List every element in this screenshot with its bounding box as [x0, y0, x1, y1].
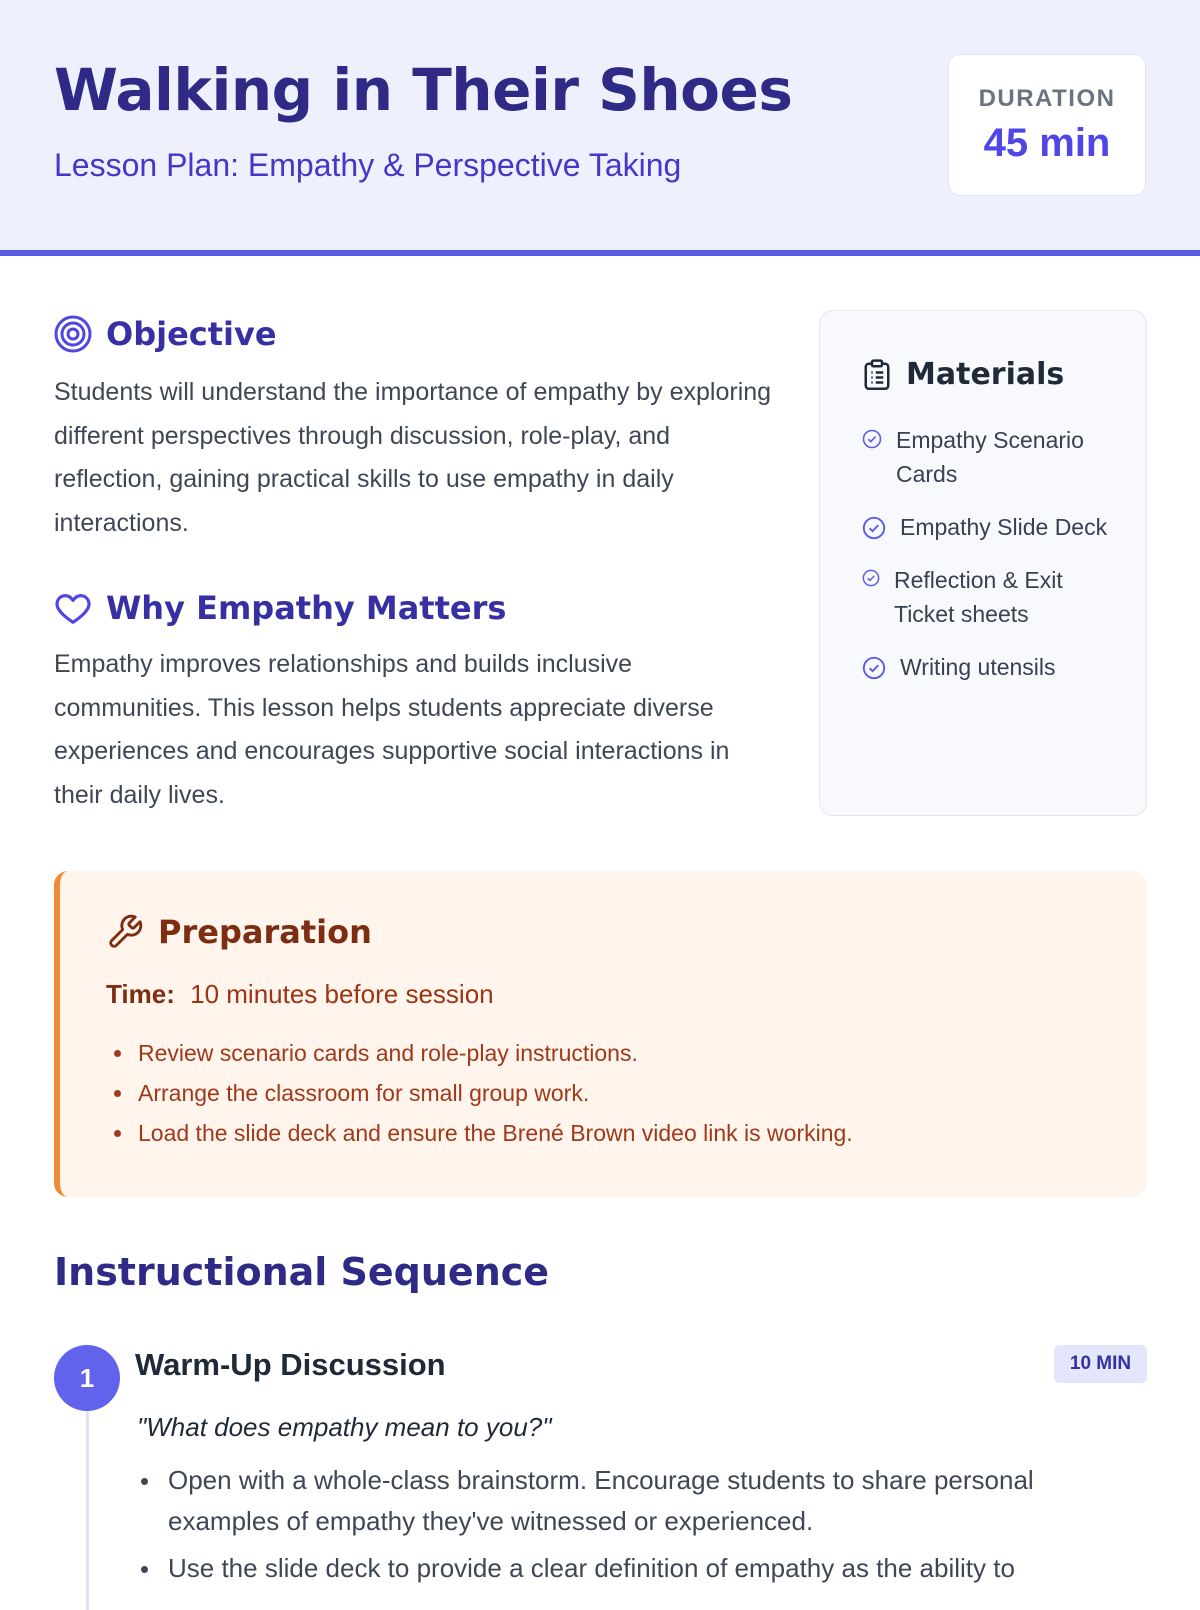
material-label: Writing utensils — [900, 654, 1056, 680]
list-item: Review scenario cards and role-play instructions. — [106, 1033, 853, 1073]
materials-heading — [862, 357, 1064, 392]
materials-heading-label: Materials — [906, 357, 1065, 392]
heart-icon — [54, 589, 92, 627]
materials-card — [819, 310, 1147, 816]
preparation-time-label: Time: — [106, 979, 175, 1009]
sequence-heading: Instructional Sequence — [54, 1250, 550, 1294]
list-item — [862, 650, 1122, 684]
material-label: Empathy Slide Deck — [900, 514, 1108, 540]
check-circle-icon — [862, 569, 880, 587]
lesson-header — [0, 0, 1200, 256]
page-title: Walking in Their Shoes — [54, 56, 793, 124]
duration-value: 45 min — [983, 121, 1111, 165]
material-label: Reflection & Exit Ticket sheets — [894, 567, 1063, 627]
timeline-line — [86, 1400, 89, 1610]
preparation-heading — [106, 913, 372, 951]
duration-label: DURATION — [978, 85, 1116, 112]
preparation-time — [106, 979, 494, 1010]
step-title: Warm-Up Discussion — [135, 1347, 446, 1382]
list-item — [862, 563, 1122, 631]
material-label: Empathy Scenario Cards — [896, 427, 1084, 487]
list-item — [862, 510, 1122, 544]
preparation-time-value: 10 minutes before session — [190, 979, 494, 1009]
why-heading-label: Why Empathy Matters — [106, 589, 507, 627]
objective-heading-label: Objective — [106, 315, 277, 353]
preparation-heading-label: Preparation — [158, 913, 372, 951]
check-circle-icon — [862, 516, 886, 540]
page-subtitle: Lesson Plan: Empathy & Perspective Taking — [54, 147, 682, 183]
list-item: Open with a whole-class brainstorm. Encourage students to share personal examples of empathy they've witnessed or experienced. — [137, 1460, 1147, 1542]
wrench-icon — [106, 913, 144, 951]
clipboard-icon — [862, 358, 892, 392]
step-quote: "What does empathy mean to you?" — [137, 1412, 552, 1442]
step-number-badge: 1 — [54, 1345, 120, 1411]
preparation-card — [54, 871, 1147, 1197]
list-item: Arrange the classroom for small group work. — [106, 1073, 853, 1113]
check-circle-icon — [862, 656, 886, 680]
list-item — [862, 423, 1122, 491]
why-heading — [54, 582, 506, 634]
objective-text: Students will understand the importance of empathy by exploring different perspectives through discussion, role-play, and reflection, gaining practical skills to use empathy in daily interactions. — [54, 378, 772, 537]
step-bullet-list — [137, 1460, 1147, 1595]
preparation-list — [106, 1033, 853, 1153]
duration-card — [948, 54, 1146, 196]
list-item: Load the slide deck and ensure the Brené Brown video link is working. — [106, 1113, 853, 1153]
check-circle-icon — [862, 429, 882, 449]
step-duration-badge: 10 MIN — [1054, 1345, 1147, 1383]
why-text: Empathy improves relationships and builds inclusive communities. This lesson helps students appreciate diverse experiences and encourages supportive social interactions in their daily lives. — [54, 650, 730, 809]
target-icon — [54, 315, 92, 353]
list-item: Use the slide deck to provide a clear definition of empathy as the ability to — [137, 1548, 1147, 1589]
materials-list — [862, 423, 1122, 703]
objective-heading — [54, 308, 277, 360]
